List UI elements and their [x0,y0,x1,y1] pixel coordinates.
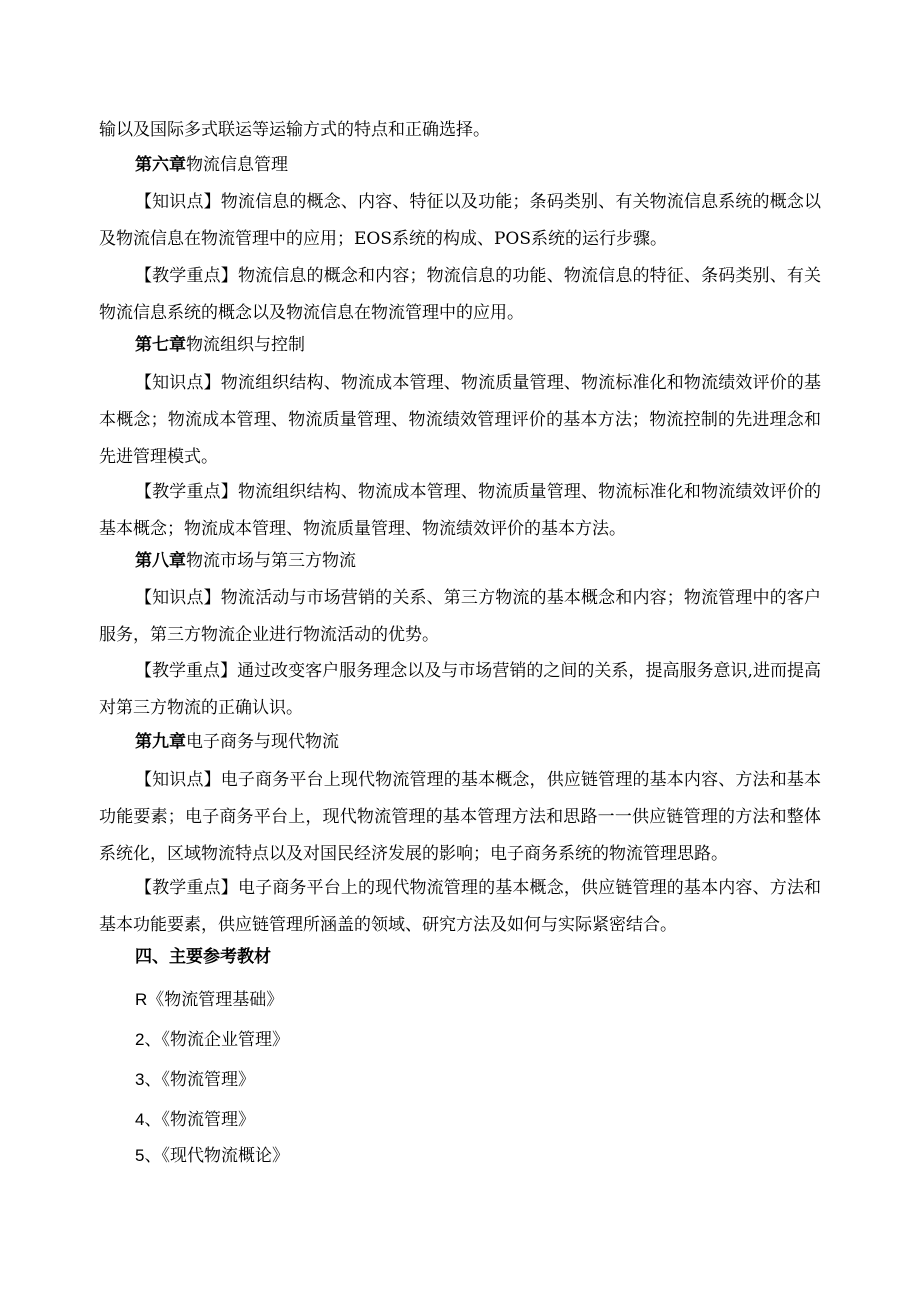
knowledge-label: 【知识点】 [135,373,221,393]
chapter-8-heading [135,551,356,571]
reference-item [135,1070,255,1090]
focus-text: 通过改变客户服务理念以及与市场营销的之间的关系，提高服务意识,进而提高对第三方物流的正确认识。 [99,661,822,718]
knowledge-label: 【知识点】 [135,770,221,790]
focus-label: 【教学重点】 [135,661,238,681]
chapter-6-knowledge [99,184,821,258]
chapter-9-number: 第九章 [135,732,186,752]
chapter-7-number: 第七章 [135,335,186,355]
intro-tail-paragraph: 输以及国际多式联运等运输方式的特点和正确选择。 [99,120,490,140]
reference-item [135,1146,289,1166]
reference-number: R [135,990,148,1009]
chapter-6-heading [135,155,288,175]
focus-text: 物流信息的概念和内容；物流信息的功能、物流信息的特征、条码类别、有关物流信息系统的概念以及物流信息在物流管理中的应用。 [99,266,822,323]
reference-number: 3、 [135,1070,162,1089]
focus-label: 【教学重点】 [135,482,238,502]
reference-title: 《物流管理》 [161,1110,255,1130]
reference-item [135,1110,255,1130]
reference-title: 《现代物流概论》 [161,1146,289,1166]
reference-title: 《物流管理基础》 [147,990,284,1010]
chapter-7-title: 物流组织与控制 [186,335,305,355]
knowledge-text: 物流组织结构、物流成本管理、物流质量管理、物流标准化和物流绩效评价的基本概念；物流成本管理、物流质量管理、物流绩效管理评价的基本方法；物流控制的先进理念和先进管理模式。 [99,373,822,467]
reference-number: 2、 [135,1030,162,1049]
reference-title: 《物流管理》 [161,1070,255,1090]
chapter-9-title: 电子商务与现代物流 [186,732,339,752]
chapter-7-heading [135,335,305,355]
knowledge-label: 【知识点】 [135,192,221,212]
focus-text: 物流组织结构、物流成本管理、物流质量管理、物流标准化和物流绩效评价的基本概念；物流成本管理、物流质量管理、物流绩效评价的基本方法。 [99,482,822,539]
knowledge-text: 物流信息的概念、内容、特征以及功能；条码类别、有关物流信息系统的概念以及物流信息在物流管理中的应用；EOS系统的构成、POS系统的运行步骤。 [99,192,822,249]
chapter-9-heading [135,732,339,752]
focus-label: 【教学重点】 [135,878,238,898]
chapter-6-number: 第六章 [135,155,186,175]
chapter-9-focus [99,870,821,944]
chapter-6-title: 物流信息管理 [186,155,288,175]
knowledge-label: 【知识点】 [135,588,221,608]
chapter-7-focus [99,474,821,548]
focus-text: 电子商务平台上的现代物流管理的基本概念，供应链管理的基本内容、方法和基本功能要素，供应链管理所涵盖的领域、研究方法及如何与实际紧密结合。 [99,878,822,935]
chapter-8-focus [99,653,821,727]
reference-number: 5、 [135,1146,162,1165]
chapter-7-knowledge [99,365,821,476]
references-heading: 四、主要参考教材 [135,947,271,967]
chapter-8-knowledge [99,580,821,654]
focus-label: 【教学重点】 [135,266,238,286]
knowledge-text: 电子商务平台上现代物流管理的基本概念，供应链管理的基本内容、方法和基本功能要素；电子商务平台上，现代物流管理的基本管理方法和思路一一供应链管理的方法和整体系统化，区域物流特点以及对国民经济发展的影响；电子商务系统的物流管理思路。 [99,770,822,864]
reference-item [135,990,283,1010]
chapter-8-title: 物流市场与第三方物流 [186,551,356,571]
reference-item [135,1030,289,1050]
chapter-9-knowledge [99,762,821,873]
chapter-6-focus [99,258,821,332]
reference-number: 4、 [135,1110,162,1129]
reference-title: 《物流企业管理》 [161,1030,289,1050]
chapter-8-number: 第八章 [135,551,186,571]
knowledge-text: 物流活动与市场营销的关系、第三方物流的基本概念和内容；物流管理中的客户服务，第三方物流企业进行物流活动的优势。 [99,588,822,645]
